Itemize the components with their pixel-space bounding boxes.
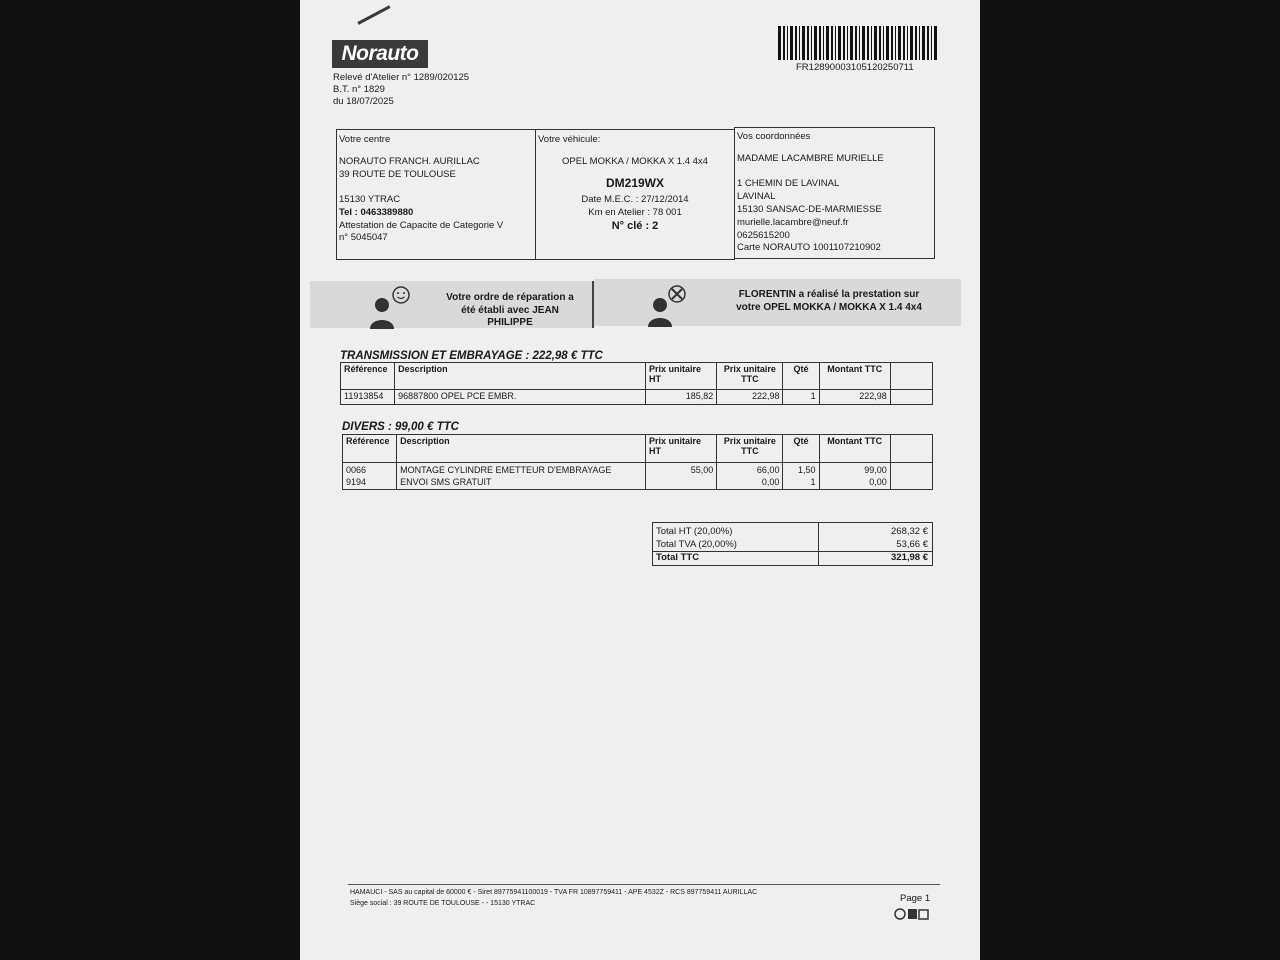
centre-address: 39 ROUTE DE TOULOUSE xyxy=(339,169,456,180)
row-empty xyxy=(890,390,932,405)
coordonnees-title: Vos coordonnées xyxy=(737,131,811,142)
total-ttc-label: Total TTC xyxy=(656,552,700,563)
section2-header-row xyxy=(343,435,933,463)
row-montant-1: 99,00 xyxy=(864,465,887,475)
row-montant-2: 0,00 xyxy=(869,477,887,487)
document-page xyxy=(300,0,980,960)
col-pu-ht: Prix unitaire HT xyxy=(646,363,717,390)
row-qte-1: 1,50 xyxy=(798,465,816,475)
vehicule-model: OPEL MOKKA / MOKKA X 1.4 4x4 xyxy=(562,156,708,167)
col-empty xyxy=(890,435,932,463)
vehicule-km: Km en Atelier : 78 001 xyxy=(588,207,682,218)
banner-left-line3: PHILIPPE xyxy=(487,317,533,328)
page-number: Page 1 xyxy=(900,893,931,904)
row-montant xyxy=(819,463,890,490)
footer-company: HAMAUCI - SAS au capital de 60000 € - Siret 89775941100019 - TVA FR 10897759411 - APE 4532Z - RCS 897759411 AURILLAC xyxy=(350,889,758,896)
col-pu-ttc xyxy=(717,435,783,463)
col-reference: Référence xyxy=(341,363,395,390)
section1-header-row xyxy=(341,363,933,390)
total-ttc-value: 321,98 € xyxy=(891,552,928,563)
attestation-line2: n° 5045047 xyxy=(339,232,388,243)
col-pu-ttc-line1: Prix unitaire xyxy=(723,436,776,446)
section1-title: TRANSMISSION ET EMBRAYAGE : 222,98 € TTC xyxy=(340,350,603,362)
section2-title: DIVERS : 99,00 € TTC xyxy=(342,421,459,433)
row-desc-1: MONTAGE CYLINDRE EMETTEUR D'EMBRAYAGE xyxy=(400,465,612,475)
row-qte xyxy=(783,463,819,490)
col-empty xyxy=(890,363,932,390)
banner-right-text xyxy=(704,289,954,314)
recycle-icon xyxy=(894,907,930,921)
total-ht-value: 268,32 € xyxy=(891,526,928,537)
row-pu-ht-1: 55,00 xyxy=(690,465,714,475)
releve-number: Relevé d'Atelier n° 1289/020125 xyxy=(333,72,470,83)
norauto-logo: Norauto xyxy=(332,40,428,68)
row-qte: 1 xyxy=(783,390,819,405)
banner-left-text xyxy=(430,292,590,330)
client-phone: 0625615200 xyxy=(737,230,790,241)
centre-title: Votre centre xyxy=(339,134,391,145)
person-smile-icon xyxy=(368,285,412,329)
mechanic-tools-icon xyxy=(644,283,688,327)
client-name: MADAME LACAMBRE MURIELLE xyxy=(737,153,884,164)
col-reference: Référence xyxy=(343,435,397,463)
footer-rule xyxy=(348,884,940,885)
row-refs xyxy=(343,463,397,490)
banner-right-line1: FLORENTIN a réalisé la prestation sur xyxy=(738,289,920,300)
totals-box xyxy=(652,522,933,566)
total-tva-label: Total TVA (20,00%) xyxy=(656,539,737,550)
attestation-line1: Attestation de Capacite de Categorie V xyxy=(339,220,504,231)
releve-date: du 18/07/2025 xyxy=(333,96,394,107)
col-montant: Montant TTC xyxy=(819,435,890,463)
banner-right-line2: votre OPEL MOKKA / MOKKA X 1.4 4x4 xyxy=(736,301,922,313)
tel-label: Tel : xyxy=(339,207,361,218)
row-pu-ttc: 222,98 xyxy=(717,390,783,405)
total-tva-value: 53,66 € xyxy=(896,539,928,550)
row-ref-1: 0066 xyxy=(346,465,367,475)
col-pu-ttc-line2: TTC xyxy=(741,374,759,384)
col-qte: Qté xyxy=(783,363,819,390)
row-pu-ht xyxy=(646,463,717,490)
barcode-icon xyxy=(778,26,938,60)
logo-accent xyxy=(357,5,390,25)
row-desc-2: ENVOI SMS GRATUIT xyxy=(400,477,492,487)
col-pu-ttc xyxy=(717,363,783,390)
col-qte: Qté xyxy=(783,435,819,463)
centre-name: NORAUTO FRANCH. AURILLAC xyxy=(339,156,480,167)
vehicule-box xyxy=(535,129,735,260)
row-pu-ht: 185,82 xyxy=(646,390,717,405)
vehicule-date-mec: Date M.E.C. : 27/12/2014 xyxy=(581,194,689,205)
row-empty xyxy=(890,463,932,490)
row-ref: 11913854 xyxy=(341,390,395,405)
section1-table xyxy=(340,362,933,405)
row-montant: 222,98 xyxy=(819,390,890,405)
tel-number: 0463389880 xyxy=(360,207,414,218)
row-qte-2: 1 xyxy=(810,477,816,487)
footer-address: Siège social : 39 ROUTE DE TOULOUSE - - 15130 YTRAC xyxy=(350,900,536,907)
table-row xyxy=(343,463,933,490)
section2-table xyxy=(342,434,933,490)
banner-left xyxy=(310,281,592,328)
col-pu-ttc-line1: Prix unitaire xyxy=(723,364,776,374)
col-pu-ttc-line2: TTC xyxy=(741,446,759,456)
vehicule-cle: N° clé : 2 xyxy=(611,220,659,232)
vehicule-plate: DM219WX xyxy=(605,176,664,190)
barcode-number: FR12890003105120250711 xyxy=(796,62,914,73)
row-pu-ttc-1: 66,00 xyxy=(756,465,780,475)
row-desc: 96887800 OPEL PCE EMBR. xyxy=(395,390,646,405)
centre-city: 15130 YTRAC xyxy=(339,194,401,205)
banner-left-line2: été établi avec JEAN xyxy=(461,304,559,316)
row-ref-2: 9194 xyxy=(346,477,367,487)
col-description: Description xyxy=(395,363,646,390)
row-pu-ttc-2: 0,00 xyxy=(761,477,780,487)
client-city: 15130 SANSAC-DE-MARMIESSE xyxy=(737,204,882,215)
centre-box xyxy=(336,129,536,260)
vehicule-title: Votre véhicule: xyxy=(538,134,601,145)
col-description: Description xyxy=(397,435,646,463)
total-ht-label: Total HT (20,00%) xyxy=(656,526,733,537)
bt-number: B.T. n° 1829 xyxy=(333,84,385,95)
centre-tel xyxy=(339,206,413,219)
banner-left-line1: Votre ordre de réparation a xyxy=(446,292,574,303)
client-carte: Carte NORAUTO 1001107210902 xyxy=(737,242,881,253)
col-pu-ht: Prix unitaire HT xyxy=(646,435,717,463)
banner-right xyxy=(594,279,961,326)
table-row xyxy=(341,390,933,405)
col-montant: Montant TTC xyxy=(819,363,890,390)
client-email: murielle.lacambre@neuf.fr xyxy=(737,217,849,228)
row-pu-ttc xyxy=(717,463,783,490)
totals-divider xyxy=(818,523,819,565)
row-descs xyxy=(397,463,646,490)
client-address-2: LAVINAL xyxy=(737,191,776,202)
client-address-1: 1 CHEMIN DE LAVINAL xyxy=(737,178,840,189)
coordonnees-box xyxy=(734,127,935,259)
